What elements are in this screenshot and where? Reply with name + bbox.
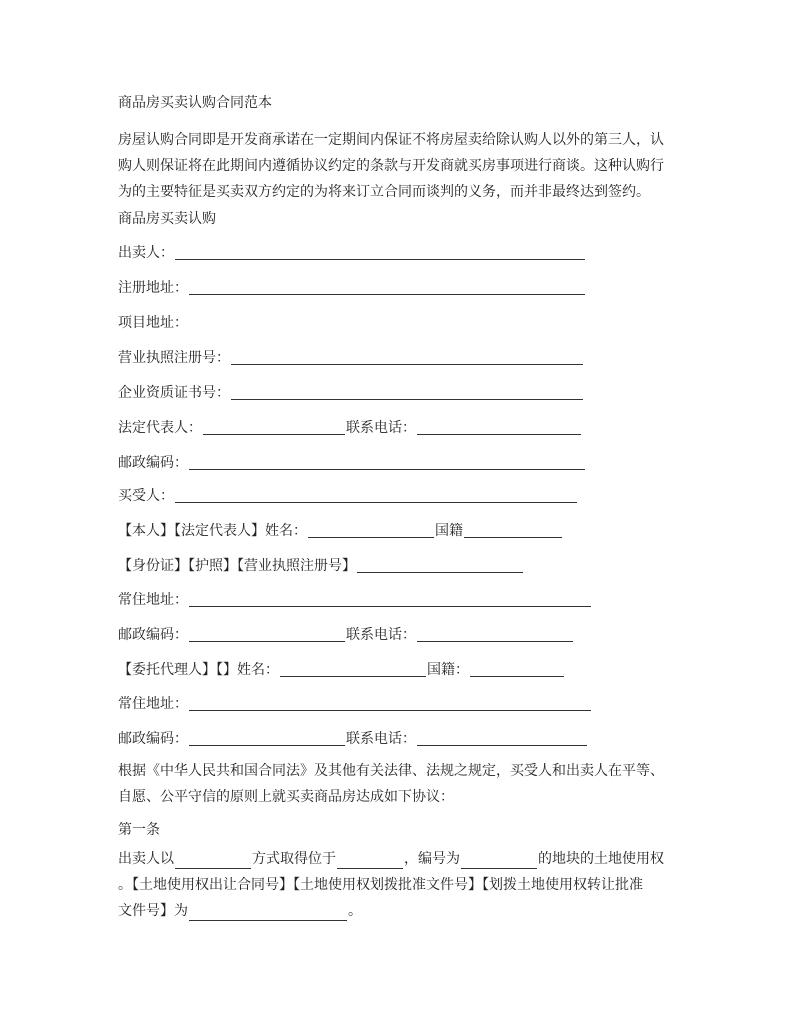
seller-blank[interactable] <box>175 243 585 260</box>
article-line-2: 。【土地使用权出让合同号】【土地使用权划拨批准文件号】【划拨土地使用权转让批准 <box>118 877 643 893</box>
agent-phone-blank[interactable] <box>417 729 587 746</box>
agent-name-blank[interactable] <box>280 660 426 677</box>
section-title-row <box>118 207 216 229</box>
buyer-zip-blank[interactable] <box>189 625 345 642</box>
article-text: ，编号为 <box>404 851 460 867</box>
business-license-blank[interactable] <box>231 348 583 365</box>
buyer-address-label: 常住地址： <box>118 592 188 608</box>
seller-phone-blank[interactable] <box>417 418 581 435</box>
project-address-row <box>118 311 188 333</box>
article-line-1 <box>118 846 693 872</box>
seller-zip-row <box>118 451 586 473</box>
seller-label: 出卖人： <box>118 245 174 261</box>
qualification-cert-label: 企业资质证书号： <box>118 385 230 401</box>
intro-line: 购人则保证将在此期间内遵循协议约定的条款与开发商就买房事项进行商谈。这种认购行 <box>118 158 664 174</box>
project-address-label: 项目地址： <box>118 315 188 331</box>
document-title: 商品房买卖认购合同范本 <box>118 95 272 111</box>
buyer-name-blank[interactable] <box>308 521 434 538</box>
buyer-zip-label: 邮政编码： <box>118 627 188 643</box>
buyer-nation-label: 国籍 <box>435 523 463 539</box>
buyer-name-row <box>118 519 563 541</box>
buyer-id-blank[interactable] <box>357 556 523 573</box>
qualification-cert-row <box>118 381 584 403</box>
article-text: 方式取得位于 <box>252 851 336 867</box>
buyer-zip-row <box>118 623 574 645</box>
seller-address-label: 注册地址： <box>118 280 188 296</box>
buyer-nation-blank[interactable] <box>464 521 562 538</box>
basis-paragraph <box>118 758 693 810</box>
qualification-cert-blank[interactable] <box>231 383 583 400</box>
seller-phone-label: 联系电话： <box>346 420 416 436</box>
agent-address-row <box>118 692 592 714</box>
business-license-label: 营业执照注册号： <box>118 350 230 366</box>
agent-zip-blank[interactable] <box>189 729 345 746</box>
agent-zip-label: 邮政编码： <box>118 731 188 747</box>
buyer-id-row <box>118 554 524 576</box>
agent-address-blank[interactable] <box>189 694 591 711</box>
seller-zip-label: 邮政编码： <box>118 455 188 471</box>
plot-number-blank[interactable] <box>461 852 537 869</box>
article-heading: 第一条 <box>118 822 160 838</box>
article-text: 文件号】为 <box>118 903 188 919</box>
intro-paragraph <box>118 127 688 205</box>
article-text: 。 <box>348 903 362 919</box>
buyer-row <box>118 484 578 506</box>
agent-phone-label: 联系电话： <box>346 731 416 747</box>
agent-nation-label: 国籍： <box>427 662 469 678</box>
buyer-address-blank[interactable] <box>189 590 591 607</box>
agent-zip-row <box>118 727 588 749</box>
document-number-blank[interactable] <box>189 904 347 921</box>
legal-rep-row <box>118 416 582 438</box>
seller-address-row <box>118 276 586 298</box>
basis-line: 根据《中华人民共和国合同法》及其他有关法律、法规之规定，买受人和出卖人在平等、 <box>118 763 664 779</box>
acquire-method-blank[interactable] <box>175 852 251 869</box>
buyer-phone-label: 联系电话： <box>346 627 416 643</box>
seller-row <box>118 241 586 263</box>
buyer-blank[interactable] <box>175 486 577 503</box>
article-paragraph <box>118 846 693 924</box>
seller-address-blank[interactable] <box>189 278 585 295</box>
seller-zip-blank[interactable] <box>189 453 585 470</box>
article-text: 出卖人以 <box>118 851 174 867</box>
agent-name-row <box>118 658 565 680</box>
article-line-3 <box>118 898 693 924</box>
legal-rep-label: 法定代表人： <box>118 420 202 436</box>
buyer-phone-blank[interactable] <box>417 625 573 642</box>
intro-line: 房屋认购合同即是开发商承诺在一定期间内保证不将房屋卖给除认购人以外的第三人，认 <box>118 132 664 148</box>
agent-address-label: 常住地址： <box>118 696 188 712</box>
basis-line: 自愿、公平守信的原则上就买卖商品房达成如下协议： <box>118 789 454 805</box>
article-text: 的地块的土地使用权 <box>538 851 664 867</box>
agent-type-label: 【委托代理人】【】姓名： <box>118 662 279 678</box>
buyer-type-label: 【本人】【法定代表人】姓名： <box>118 523 307 539</box>
section-title: 商品房买卖认购 <box>118 211 216 227</box>
buyer-id-label: 【身份证】【护照】【营业执照注册号】 <box>118 558 356 574</box>
buyer-label: 买受人： <box>118 488 174 504</box>
legal-rep-blank[interactable] <box>203 418 345 435</box>
location-blank[interactable] <box>337 852 403 869</box>
article-heading-row <box>118 818 160 840</box>
buyer-address-row <box>118 588 592 610</box>
agent-nation-blank[interactable] <box>470 660 564 677</box>
business-license-row <box>118 346 584 368</box>
intro-line: 为的主要特征是买卖双方约定的为将来订立合同而谈判的义务，而并非最终达到签约。 <box>118 184 650 200</box>
